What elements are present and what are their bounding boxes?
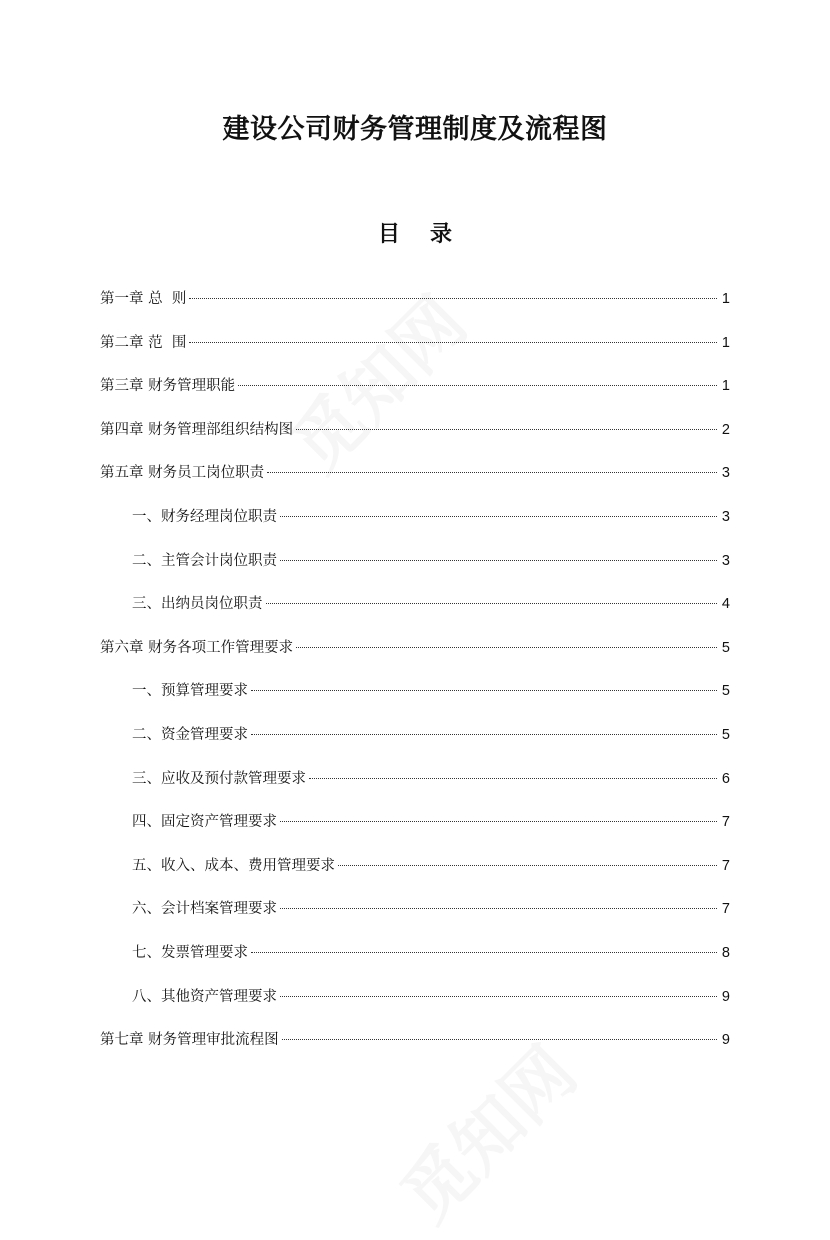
toc-heading: 目录 [377,222,482,247]
toc-entry[interactable] [100,590,730,634]
toc-entry-label: 第六章 财务各项工作管理要求 [100,639,294,656]
toc-dot-leader [266,603,718,604]
toc-page-number: 3 [721,552,730,569]
table-of-contents [100,285,730,1070]
toc-dot-leader [251,734,717,735]
toc-entry[interactable] [100,721,730,765]
toc-dot-leader [267,472,717,473]
toc-dot-leader [251,952,717,953]
toc-dot-leader [251,690,717,691]
document-title: 建设公司财务管理制度及流程图 [222,114,608,145]
toc-dot-leader [280,516,717,517]
toc-dot-leader [189,342,717,343]
toc-page-number: 9 [721,1032,730,1049]
toc-page-number: 7 [721,901,730,918]
toc-page-number: 5 [721,726,730,743]
toc-entry-label: 四、固定资产管理要求 [132,814,277,831]
toc-page-number: 1 [721,378,730,395]
toc-dot-leader [280,996,717,997]
toc-dot-leader [309,778,717,779]
toc-entry[interactable] [100,765,730,809]
toc-dot-leader [296,429,717,430]
toc-entry-label: 第二章 范 围 [100,334,187,351]
toc-entry-label: 六、会计档案管理要求 [132,901,277,918]
toc-entry-label: 第一章 总 则 [100,291,187,307]
toc-page-number: 9 [721,988,730,1005]
toc-entry[interactable] [100,634,730,678]
toc-dot-leader [238,385,717,386]
toc-entry-label: 第四章 财务管理部组织结构图 [100,421,294,438]
toc-entry-label: 七、发票管理要求 [132,944,248,961]
toc-page-number: 3 [721,508,730,525]
toc-entry[interactable] [100,503,730,547]
toc-entry[interactable] [100,547,730,591]
toc-entry-label: 一、预算管理要求 [132,683,248,700]
toc-dot-leader [282,1039,717,1040]
toc-entry-label: 第五章 财务员工岗位职责 [100,465,265,482]
toc-page-number: 7 [721,857,730,874]
toc-entry[interactable] [100,677,730,721]
toc-page-number: 7 [721,814,730,831]
toc-page-number: 4 [721,596,730,613]
toc-entry[interactable] [100,329,730,373]
toc-entry-label: 二、资金管理要求 [132,726,248,743]
toc-entry-label: 第七章 财务管理审批流程图 [100,1032,279,1049]
toc-entry-label: 三、出纳员岗位职责 [132,596,263,613]
toc-entry-label: 八、其他资产管理要求 [132,988,277,1005]
toc-entry-label: 第三章 财务管理职能 [100,378,236,395]
toc-dot-leader [338,865,717,866]
toc-page-number: 8 [721,944,730,961]
toc-entry[interactable] [100,1026,730,1070]
toc-page-number: 5 [721,639,730,656]
toc-page-number: 6 [721,770,730,787]
toc-entry[interactable] [100,808,730,852]
toc-entry-label: 五、收入、成本、费用管理要求 [132,857,335,874]
toc-dot-leader [189,298,717,299]
toc-page-number: 5 [721,683,730,700]
toc-dot-leader [280,908,717,909]
toc-entry[interactable] [100,852,730,896]
toc-page-number: 2 [721,421,730,438]
toc-dot-leader [296,647,717,648]
toc-entry[interactable] [100,285,730,329]
toc-page-number: 1 [721,334,730,351]
toc-entry[interactable] [100,416,730,460]
toc-entry[interactable] [100,459,730,503]
toc-entry[interactable] [100,939,730,983]
toc-entry[interactable] [100,895,730,939]
toc-entry-label: 三、应收及预付款管理要求 [132,770,306,787]
toc-dot-leader [280,821,717,822]
toc-entry-label: 二、主管会计岗位职责 [132,552,277,569]
toc-dot-leader [280,560,717,561]
toc-entry-label: 一、财务经理岗位职责 [132,508,277,525]
toc-entry[interactable] [100,372,730,416]
toc-page-number: 3 [721,465,730,482]
toc-entry[interactable] [100,983,730,1027]
toc-page-number: 1 [721,291,730,307]
